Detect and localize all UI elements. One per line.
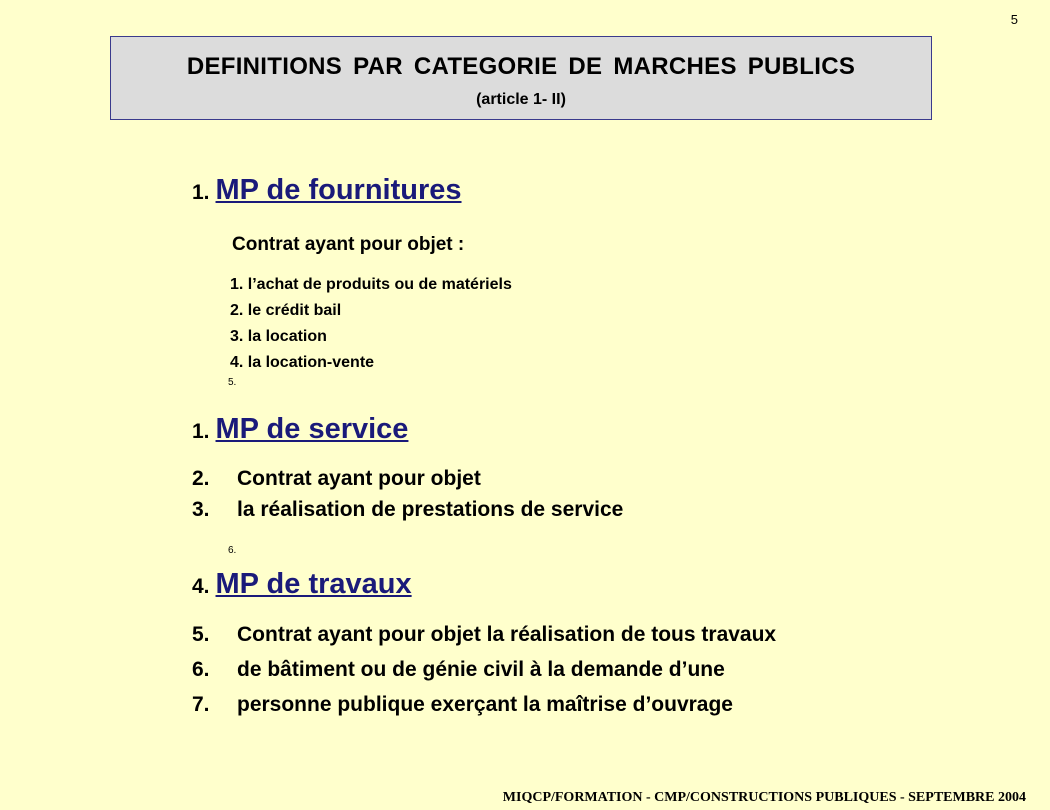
list-item (192, 658, 776, 693)
list-item: 3. la location (230, 328, 327, 345)
line-number: 7. (192, 693, 210, 716)
section-heading-fournitures (192, 174, 462, 207)
list-item: 4. la location-vente (230, 354, 375, 371)
line-number: 2. (192, 467, 210, 490)
section-number: 1. (192, 181, 210, 204)
fournitures-list (230, 272, 512, 376)
section-intro: Contrat ayant pour objet : (232, 234, 465, 255)
line-number: 6. (192, 658, 210, 681)
title-box (110, 36, 932, 120)
section-number: 1. (192, 420, 210, 443)
list-item: 2. le crédit bail (230, 302, 342, 319)
list-item (192, 467, 623, 498)
list-item: 1. l’achat de produits ou de matériels (230, 276, 512, 293)
line-text: Contrat ayant pour objet (237, 467, 481, 490)
page-subtitle: (article 1- II) (476, 91, 566, 108)
line-text: de bâtiment ou de génie civil à la demande d’une (237, 658, 725, 681)
section-title: MP de fournitures (215, 174, 462, 206)
line-text: Contrat ayant pour objet la réalisation de tous travaux (237, 623, 777, 646)
line-number: 3. (192, 498, 210, 521)
list-trailing-number: 5. (228, 377, 237, 388)
section-number: 4. (192, 575, 210, 598)
section-heading-travaux (192, 568, 412, 601)
service-list (192, 467, 623, 529)
travaux-list (192, 623, 776, 728)
list-item (192, 498, 623, 529)
line-number: 5. (192, 623, 210, 646)
line-text: la réalisation de prestations de service (237, 498, 624, 521)
section-title: MP de service (215, 413, 409, 445)
section-heading-service (192, 413, 408, 446)
page-number: 5 (1010, 12, 1018, 27)
list-item (192, 693, 776, 728)
section-title: MP de travaux (215, 568, 412, 600)
page-title: DEFINITIONS PAR CATEGORIE DE MARCHES PUBLICS (186, 53, 856, 80)
line-text: personne publique exerçant la maîtrise d’ouvrage (237, 693, 733, 716)
page-footer: MIQCP/FORMATION - CMP/CONSTRUCTIONS PUBLIQUES - SEPTEMBRE 2004 (502, 790, 1026, 805)
list-trailing-number: 6. (228, 545, 237, 556)
list-item (192, 623, 776, 658)
